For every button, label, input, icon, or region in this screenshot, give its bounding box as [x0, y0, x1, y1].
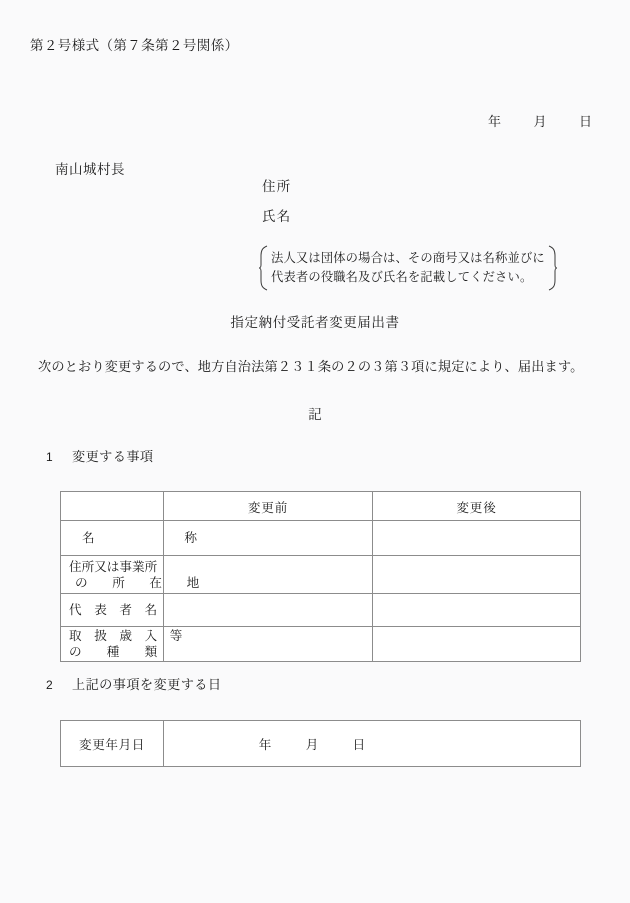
- legal-statement: 次のとおり変更するので、地方自治法第２３１条の２の３第３項に規定により、届出ます。: [38, 359, 584, 374]
- row-label-address-line1: 住所又は事業所: [69, 559, 158, 574]
- instruction-note: [258, 244, 554, 292]
- row-label-name: [61, 521, 210, 556]
- table-row: [61, 627, 581, 662]
- cell-address-after[interactable]: [373, 556, 581, 594]
- cell-representative-after[interactable]: [373, 594, 581, 627]
- brace-close-icon: [548, 245, 558, 291]
- page-title: 指定納付受託者変更届出書: [230, 315, 400, 330]
- cell-representative-before[interactable]: [164, 594, 373, 627]
- instruction-note-line2: 代表者の役職名及び氏名を記載してください。: [271, 270, 533, 284]
- table-row: [61, 594, 581, 627]
- column-header-before: 変更前: [164, 492, 373, 521]
- applicant-address-label: 住所: [262, 179, 292, 194]
- change-date-label: 変更年月日: [61, 721, 164, 767]
- instruction-note-text: [268, 249, 548, 287]
- row-label-representative-line1: 代 表 者 名: [69, 603, 158, 617]
- column-header-blank: [61, 492, 164, 521]
- cell-revenue-kind-before[interactable]: [164, 627, 373, 662]
- section-number-1: 1: [46, 450, 54, 464]
- change-date-table: [60, 720, 581, 767]
- brace-open-icon: [258, 245, 268, 291]
- section-number-2: 2: [46, 678, 54, 692]
- ki-marker: 記: [308, 407, 322, 422]
- change-date-year: 年: [258, 738, 272, 752]
- section-label-2: 上記の事項を変更する日: [72, 677, 222, 692]
- cell-revenue-kind-after[interactable]: [373, 627, 581, 662]
- row-label-revenue-kind-line1: 取 扱 歳 入 等: [69, 629, 183, 643]
- column-header-after: 変更後: [373, 492, 581, 521]
- table-row: [61, 556, 581, 594]
- section-label-1: 変更する事項: [72, 449, 154, 464]
- change-date-month: 月: [305, 738, 319, 752]
- row-label-revenue-kind-line2: の 種 類: [69, 645, 158, 659]
- change-date-day: 日: [352, 738, 366, 752]
- row-label-revenue-kind: [61, 627, 183, 662]
- row-label-address-line2: の 所 在 地: [75, 575, 206, 590]
- cell-name-after[interactable]: [373, 521, 581, 556]
- table-row: [61, 721, 581, 767]
- form-number: 第２号様式（第７条第２号関係）: [30, 38, 239, 53]
- table-header-row: [61, 492, 581, 521]
- change-items-table: [60, 491, 581, 662]
- row-label-address: [61, 556, 206, 594]
- issue-date-line: [0, 111, 592, 130]
- section-heading-1: [46, 446, 154, 465]
- issue-date-month: 月: [533, 114, 547, 129]
- row-label-name-line1: 名 称: [82, 531, 210, 545]
- applicant-name-label: 氏名: [262, 209, 292, 224]
- issue-date-year: 年: [487, 114, 501, 129]
- issue-date-day: 日: [578, 114, 592, 129]
- change-date-value[interactable]: [164, 721, 581, 767]
- table-row: [61, 521, 581, 556]
- row-label-representative: [61, 594, 164, 627]
- section-heading-2: [46, 674, 221, 693]
- addressee: 南山城村長: [55, 162, 125, 177]
- instruction-note-line1: 法人又は団体の場合は、その商号又は名称並びに: [271, 251, 545, 265]
